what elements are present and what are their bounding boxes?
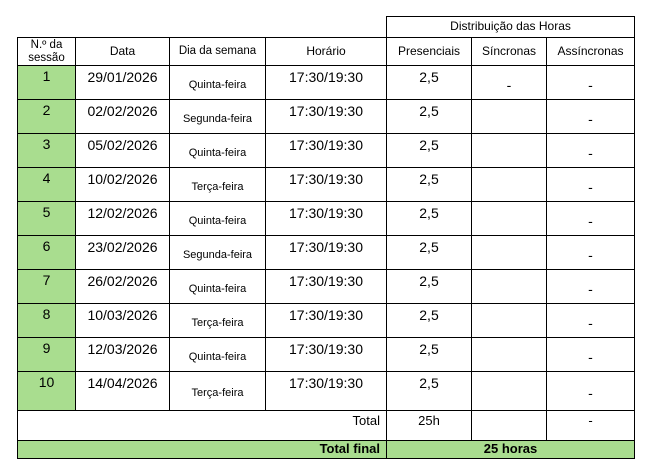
schedule-cell: 17:30/19:30 — [266, 100, 387, 134]
table-row — [18, 168, 635, 202]
table-row — [18, 134, 635, 168]
asynchronous-cell: - — [547, 66, 635, 100]
date-cell: 14/04/2026 — [76, 372, 170, 411]
schedule-cell: 17:30/19:30 — [266, 134, 387, 168]
total-label: Total — [18, 411, 387, 441]
schedule-cell: 17:30/19:30 — [266, 66, 387, 100]
table-row — [18, 338, 635, 372]
header-group-row — [18, 17, 635, 38]
presential-cell: 2,5 — [387, 304, 472, 338]
col-presential: Presenciais — [387, 38, 472, 66]
table-row — [18, 202, 635, 236]
weekday-cell: Terça-feira — [170, 304, 266, 338]
schedule-cell: 17:30/19:30 — [266, 202, 387, 236]
synchronous-cell — [472, 304, 547, 338]
asynchronous-cell: - — [547, 134, 635, 168]
synchronous-cell — [472, 372, 547, 411]
asynchronous-cell: - — [547, 338, 635, 372]
session-number-cell: 6 — [18, 236, 76, 270]
table-row — [18, 100, 635, 134]
final-total-label: Total final — [18, 441, 387, 459]
col-asynchronous: Assíncronas — [547, 38, 635, 66]
asynchronous-cell: - — [547, 168, 635, 202]
table-row — [18, 372, 635, 411]
total-presential: 25h — [387, 411, 472, 441]
weekday-cell: Quinta-feira — [170, 338, 266, 372]
schedule-cell: 17:30/19:30 — [266, 304, 387, 338]
schedule-cell: 17:30/19:30 — [266, 168, 387, 202]
session-number-cell: 4 — [18, 168, 76, 202]
presential-cell: 2,5 — [387, 270, 472, 304]
weekday-cell: Terça-feira — [170, 168, 266, 202]
session-number-cell: 2 — [18, 100, 76, 134]
date-cell: 23/02/2026 — [76, 236, 170, 270]
asynchronous-cell: - — [547, 100, 635, 134]
weekday-cell: Quinta-feira — [170, 270, 266, 304]
col-session-number: N.º da sessão — [18, 38, 76, 66]
session-number-cell: 1 — [18, 66, 76, 100]
synchronous-cell: - — [472, 66, 547, 100]
header-spacer — [18, 17, 387, 38]
date-cell: 26/02/2026 — [76, 270, 170, 304]
header-columns-row — [18, 38, 635, 66]
date-cell: 05/02/2026 — [76, 134, 170, 168]
weekday-cell: Terça-feira — [170, 372, 266, 411]
weekday-cell: Segunda-feira — [170, 236, 266, 270]
presential-cell: 2,5 — [387, 100, 472, 134]
schedule-table — [17, 16, 635, 459]
session-number-cell: 3 — [18, 134, 76, 168]
presential-cell: 2,5 — [387, 134, 472, 168]
synchronous-cell — [472, 202, 547, 236]
asynchronous-cell: - — [547, 304, 635, 338]
hours-distribution-header: Distribuição das Horas — [387, 17, 635, 38]
date-cell: 10/02/2026 — [76, 168, 170, 202]
date-cell: 12/02/2026 — [76, 202, 170, 236]
col-weekday: Dia da semana — [170, 38, 266, 66]
presential-cell: 2,5 — [387, 236, 472, 270]
table-row — [18, 304, 635, 338]
total-row — [18, 411, 635, 441]
total-asynchronous: - — [547, 411, 635, 441]
date-cell: 02/02/2026 — [76, 100, 170, 134]
table-row — [18, 270, 635, 304]
asynchronous-cell: - — [547, 372, 635, 411]
schedule-cell: 17:30/19:30 — [266, 270, 387, 304]
asynchronous-cell: - — [547, 236, 635, 270]
date-cell: 10/03/2026 — [76, 304, 170, 338]
col-date: Data — [76, 38, 170, 66]
date-cell: 12/03/2026 — [76, 338, 170, 372]
weekday-cell: Quinta-feira — [170, 202, 266, 236]
presential-cell: 2,5 — [387, 202, 472, 236]
weekday-cell: Quinta-feira — [170, 134, 266, 168]
final-total-value: 25 horas — [387, 441, 635, 459]
final-total-row — [18, 441, 635, 459]
session-number-cell: 8 — [18, 304, 76, 338]
weekday-cell: Quinta-feira — [170, 66, 266, 100]
weekday-cell: Segunda-feira — [170, 100, 266, 134]
session-number-cell: 7 — [18, 270, 76, 304]
synchronous-cell — [472, 236, 547, 270]
col-schedule: Horário — [266, 38, 387, 66]
presential-cell: 2,5 — [387, 372, 472, 411]
presential-cell: 2,5 — [387, 168, 472, 202]
schedule-cell: 17:30/19:30 — [266, 338, 387, 372]
date-cell: 29/01/2026 — [76, 66, 170, 100]
total-synchronous — [472, 411, 547, 441]
session-number-cell: 10 — [18, 372, 76, 411]
asynchronous-cell: - — [547, 202, 635, 236]
table-row — [18, 236, 635, 270]
asynchronous-cell: - — [547, 270, 635, 304]
schedule-cell: 17:30/19:30 — [266, 236, 387, 270]
synchronous-cell — [472, 270, 547, 304]
table-row — [18, 66, 635, 100]
synchronous-cell — [472, 168, 547, 202]
synchronous-cell — [472, 134, 547, 168]
session-number-cell: 9 — [18, 338, 76, 372]
synchronous-cell — [472, 100, 547, 134]
session-number-cell: 5 — [18, 202, 76, 236]
presential-cell: 2,5 — [387, 338, 472, 372]
synchronous-cell — [472, 338, 547, 372]
schedule-cell: 17:30/19:30 — [266, 372, 387, 411]
col-synchronous: Síncronas — [472, 38, 547, 66]
presential-cell: 2,5 — [387, 66, 472, 100]
